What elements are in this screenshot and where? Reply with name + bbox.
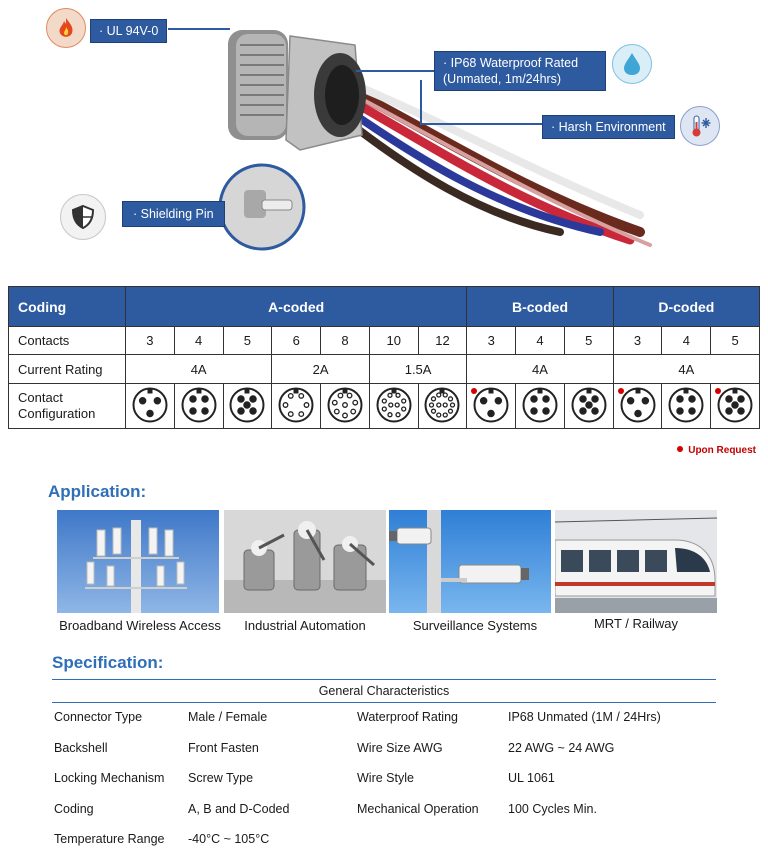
current-cell: 1.5A [369, 355, 467, 384]
contact-pin [202, 407, 208, 413]
contact-pin [338, 393, 343, 398]
coding-table [8, 286, 760, 429]
contact-pin [592, 395, 598, 401]
harsh-env-callout: · Harsh Environment [542, 115, 675, 139]
contact-pin [627, 397, 633, 403]
contact-pin [437, 403, 441, 407]
pin-config-cell [613, 384, 662, 429]
contact-pin [677, 407, 683, 413]
spec-key: Connector Type [54, 710, 143, 724]
spec-value: Screw Type [188, 771, 254, 786]
pin-config-cell [467, 384, 516, 429]
pin-layout-b5-icon [570, 386, 608, 424]
contacts-cell: 8 [321, 327, 370, 355]
pin-layout-a8-icon [326, 386, 364, 424]
pin-key [538, 389, 543, 393]
application-title: Application: [48, 482, 147, 501]
spec-value: 22 AWG ~ 24 AWG [508, 740, 615, 755]
pin-layout-d5-icon [716, 386, 754, 424]
contacts-cell: 4 [662, 327, 711, 355]
current-rating-label: Current Rating [9, 355, 126, 384]
flame-icon [46, 8, 86, 48]
contact-pin [432, 409, 436, 413]
spec-key: Mechanical Operation [357, 801, 479, 816]
pin-key [342, 389, 347, 393]
contact-pin [689, 407, 695, 413]
connector-body [228, 30, 366, 150]
pin-layout-d3-icon [619, 386, 657, 424]
water-drop-icon [612, 44, 652, 84]
contact-pin [437, 393, 441, 397]
app-caption-broadband: Broadband Wireless Access [59, 618, 221, 633]
contacts-row [9, 327, 760, 355]
contact-pin [388, 393, 392, 397]
ip68-callout [434, 51, 606, 91]
contact-pin [382, 398, 386, 402]
contact-pin [531, 407, 537, 413]
contact-pin [642, 397, 648, 403]
general-characteristics-heading: General Characteristics [318, 684, 450, 698]
contacts-cell: 5 [564, 327, 613, 355]
contact-pin [389, 403, 393, 407]
pin-layout-a5-icon [228, 386, 266, 424]
cell-tower-picture [57, 510, 219, 613]
specification-title: Specification: [52, 653, 164, 672]
spec-key: Waterproof Rating [357, 710, 458, 724]
pin-key [196, 389, 201, 393]
pin-layout-b4-icon [521, 386, 559, 424]
contact-pin [580, 395, 586, 401]
contact-pin [289, 393, 294, 398]
ip68-line1: · IP68 Waterproof Rated [443, 56, 579, 70]
spec-key: Wire Size AWG [357, 740, 443, 755]
upon-request-legend-dot [677, 446, 683, 452]
pin-config-cell [174, 384, 223, 429]
contact-config-label-line1: Contact [18, 390, 63, 405]
pin-config-cell [711, 384, 760, 429]
pin-config-cell [516, 384, 565, 429]
ul-callout: · UL 94V-0 [90, 19, 167, 43]
cable-bundle [346, 84, 650, 245]
industrial-image [224, 510, 386, 613]
coding-header-row [9, 287, 760, 327]
contact-pin [543, 407, 549, 413]
app-caption-surveillance: Surveillance Systems [412, 618, 538, 633]
upon-request-text: Upon Request [688, 445, 756, 456]
contact-pin [190, 407, 196, 413]
spec-value: A, B and D-Coded [188, 801, 290, 816]
pin-key [684, 389, 689, 393]
pin-layout-a10-icon [375, 386, 413, 424]
current-cell: 4A [126, 355, 272, 384]
a-coded-header: A-coded [126, 287, 467, 327]
contact-config-label-line2: Configuration [18, 406, 96, 421]
spec-value: Male / Female [188, 710, 268, 724]
current-cell: 4A [467, 355, 613, 384]
contact-pin [353, 400, 358, 405]
contact-pin [495, 397, 501, 403]
contact-pin [689, 395, 695, 401]
contact-pin [250, 407, 256, 413]
contact-pin [343, 413, 348, 418]
contact-pin [531, 395, 537, 401]
spec-value: Front Fasten [188, 740, 259, 755]
contact-pin [238, 407, 244, 413]
contacts-cell: 10 [369, 327, 418, 355]
contacts-cell: 5 [711, 327, 760, 355]
contact-pin [488, 410, 494, 416]
contact-pin [444, 403, 448, 407]
contact-pin [738, 395, 744, 401]
shielding-pin-zoom [220, 165, 304, 249]
contact-pin [437, 412, 441, 416]
upon-request-dot [618, 388, 624, 394]
contact-pin [202, 395, 208, 401]
contact-pin [444, 412, 448, 416]
contact-pin [401, 407, 405, 411]
contacts-cell: 3 [467, 327, 516, 355]
contact-pin [299, 393, 304, 398]
product-hero [0, 0, 768, 262]
security-cameras-picture [389, 510, 551, 613]
pin-config-cell [223, 384, 272, 429]
contact-pin [586, 401, 592, 407]
contact-pin [677, 395, 683, 401]
contact-pin [250, 395, 256, 401]
spec-key: Locking Mechanism [54, 771, 165, 786]
contact-pin [592, 407, 598, 413]
b-coded-header: B-coded [467, 287, 613, 327]
contact-pin [154, 397, 160, 403]
surveillance-image [389, 510, 551, 613]
contact-pin [147, 410, 153, 416]
contacts-cell: 12 [418, 327, 467, 355]
contact-pin [580, 407, 586, 413]
contact-pin [432, 396, 436, 400]
pin-key [147, 389, 152, 393]
shielding-pin-callout: · Shielding Pin [122, 201, 225, 227]
pin-key [733, 389, 738, 393]
contact-pin [396, 393, 400, 397]
contact-pin [351, 409, 356, 414]
contacts-label: Contacts [9, 327, 126, 355]
contact-pin [343, 402, 348, 407]
contact-pin [238, 395, 244, 401]
current-cell: 4A [613, 355, 759, 384]
pin-layout-d4-icon [667, 386, 705, 424]
pin-layout-a3-icon [131, 386, 169, 424]
leader-harsh-h [420, 123, 542, 125]
contact-pin [283, 402, 288, 407]
contact-pin [634, 410, 640, 416]
contacts-cell: 3 [126, 327, 175, 355]
contact-pin [396, 412, 400, 416]
contacts-cell: 6 [272, 327, 321, 355]
pin-layout-b3-icon [472, 386, 510, 424]
pin-config-cell [321, 384, 370, 429]
contact-pin [726, 407, 732, 413]
spec-value: UL 1061 [508, 771, 555, 786]
robot-arms-picture [224, 510, 386, 613]
contact-pin [430, 403, 434, 407]
coding-label: Coding [9, 287, 126, 327]
contacts-cell: 4 [516, 327, 565, 355]
app-caption-industrial: Industrial Automation [244, 618, 366, 633]
spec-value: IP68 Unmated (1M / 24Hrs) [508, 710, 661, 724]
contact-pin [738, 407, 744, 413]
upon-request-note [677, 445, 756, 456]
contact-pin [451, 403, 455, 407]
spec-key: Wire Style [357, 771, 414, 786]
contact-pin [334, 409, 339, 414]
pin-layout-a6-icon [277, 386, 315, 424]
contact-pin [332, 400, 337, 405]
spec-key: Temperature Range [54, 832, 165, 847]
shield-icon [60, 194, 106, 240]
contact-pin [244, 401, 250, 407]
pin-key [391, 389, 396, 393]
tram-picture [555, 510, 717, 613]
contact-config-label [9, 384, 126, 429]
contact-pin [726, 395, 732, 401]
contact-pin [299, 411, 304, 416]
contacts-cell: 5 [223, 327, 272, 355]
contact-pin [401, 398, 405, 402]
contact-pin [481, 397, 487, 403]
pin-config-cell [272, 384, 321, 429]
contact-pin [543, 395, 549, 401]
contact-pin [395, 403, 399, 407]
d-coded-header: D-coded [613, 287, 759, 327]
broadband-image [57, 510, 219, 613]
contacts-cell: 4 [174, 327, 223, 355]
contact-pin [139, 397, 145, 403]
pin-config-cell [418, 384, 467, 429]
pin-config-cell [126, 384, 175, 429]
contact-pin [289, 411, 294, 416]
pin-key [635, 389, 640, 393]
spec-value: 100 Cycles Min. [508, 801, 597, 816]
leader-ul [168, 28, 230, 30]
pin-layout-a12-icon [423, 386, 461, 424]
spec-mid-rule [52, 702, 716, 703]
ip68-line2: (Unmated, 1m/24hrs) [443, 72, 562, 86]
leader-ip68 [356, 70, 434, 72]
spec-key: Coding [54, 801, 94, 816]
pin-config-cell [564, 384, 613, 429]
pin-config-cell [662, 384, 711, 429]
contact-pin [347, 393, 352, 398]
contact-pin [190, 395, 196, 401]
spec-top-rule [52, 679, 716, 680]
contact-config-row [9, 384, 760, 429]
contact-pin [304, 402, 309, 407]
spec-key: Backshell [54, 740, 108, 755]
pin-key [294, 389, 299, 393]
pin-key [489, 389, 494, 393]
thermometer-snowflake-icon [680, 106, 720, 146]
contacts-cell: 3 [613, 327, 662, 355]
pin-key [245, 389, 250, 393]
pin-config-cell [369, 384, 418, 429]
contact-pin [444, 393, 448, 397]
contact-pin [388, 412, 392, 416]
current-cell: 2A [272, 355, 370, 384]
current-rating-row [9, 355, 760, 384]
contact-pin [382, 407, 386, 411]
railway-image [555, 510, 717, 613]
contact-pin [732, 401, 738, 407]
contact-pin [449, 396, 453, 400]
pin-key [586, 389, 591, 393]
pin-layout-a4-icon [180, 386, 218, 424]
contact-pin [449, 409, 453, 413]
app-caption-railway: MRT / Railway [593, 616, 679, 631]
leader-harsh-v [420, 80, 422, 124]
spec-value: -40°C ~ 105°C [188, 832, 270, 847]
